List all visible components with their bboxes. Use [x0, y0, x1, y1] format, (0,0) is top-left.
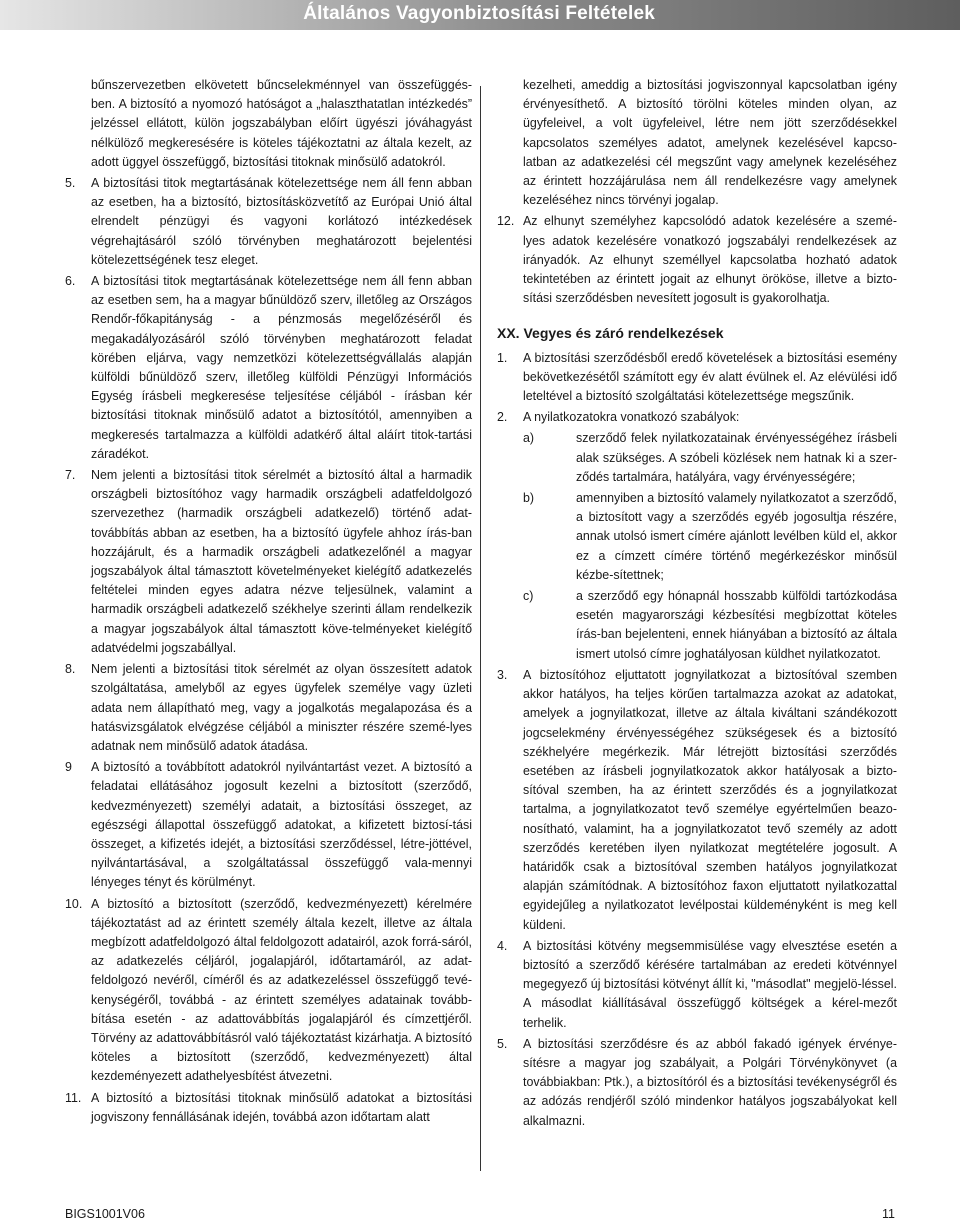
sub-item-letter: c)	[523, 589, 534, 604]
list-item	[497, 666, 897, 935]
item-number: 4.	[497, 938, 508, 953]
item-number: 12.	[497, 214, 515, 229]
list-item	[65, 1089, 472, 1127]
section-heading	[497, 324, 897, 343]
paragraph-continuation: bűnszervezetben elkövetett bűncselekménnyel van összefüggés-ben. A biztosító a nyomozó hatóságot a „halaszthatatlan intézkedés” jelzéssel ellátott, külön jogszabályban előírt ügyészi jóváhagyást nélkülöző megkeresésére is köteles tájékoztatni az általa kezelt, az adott üggyel összefüggő, biztosítási titoknak minősülő adatokról.	[91, 78, 472, 169]
list-item	[497, 349, 897, 407]
item-text: A nyilatkozatokra vonatkozó szabályok:	[523, 410, 740, 425]
document-title: Általános Vagyonbiztosítási Feltételek	[303, 3, 655, 24]
paragraph-continuation: kezelheti, ameddig a biztosítási jogviszonnyal kapcsolatban igény érvényesíthető. A biztosító törölni köteles minden olyan, az ügyfeleivel, a volt ügyfeleivel, létre nem jött szerződésekkel kapcsolatos személyes adatot, amelynek kezelésével kapcso-latban az adatkezelési cél megszűnt vagy amelynek kezeléséhez az érintett hozzájárulása nem áll rendelkezésre vagy amelynek kezeléséhez nincs törvényi jogalap.	[523, 78, 897, 208]
sub-item-letter: b)	[523, 491, 535, 506]
item-number: 10.	[65, 896, 83, 911]
item-text: A biztosító a továbbított adatokról nyilvántartást vezet. A biztosító a feladatai ellátásához jogosult kezelni a biztosított (szerződő, kedvezményezett) személyi adatait, a biztosítási összeget, az egészségi állapottal összefüggő adatokat, a kifizetett biztosí-tási összeget, a kifizetés idejét, a biztosítási szerződéssel, létre-jöttével, nyilvántartásával, a szolgáltatással összefüggő vala-mennyi lényeges tényt és körülményt.	[91, 760, 472, 890]
item-text: Az elhunyt személyhez kapcsolódó adatok kezelésére a szemé-lyes adatok kezelésére vonatkozó jogszabályi rendelkezések az irányadók. Az elhunyt személlyel kapcsolatba hozható adatok tekintetében az érintett jogait az elhunyt örököse, illetve a bizto-sítási szerződésben nevesített jogosult is gyakorolhatja.	[523, 214, 897, 306]
item-number: 5.	[497, 1036, 508, 1051]
sub-item-text: szerződő felek nyilatkozatainak érvényességéhez írásbeli alak szükséges. A szóbeli közlések nem hatnak ki a szer-ződés tartalmára, hatályára, vagy érvényességére;	[576, 431, 897, 484]
item-number: 3.	[497, 667, 508, 682]
column-divider	[480, 86, 481, 1171]
item-text: Nem jelenti a biztosítási titok sérelmét a biztosító által a harmadik országbeli biztosítóhoz vagy harmadik országbeli adatfeldolgozó szervezethez (harmadik országbeli adatkezelő) történő adat-továbbítás abban az esetben, ha a biztosító ügyfele ahhoz írás-ban hozzájárult, és a harmadik országbeli adatkezelőnél a magyar jogszabályok által támasztott követelményeket kielégítő adatkezelés feltételei minden egyes adatra nézve teljesülnek, valamint a harmadik országbeli adatkezelő székhelye szerinti állam rendelkezik a magyar jogszabályok által támasztott köve-telményeket kielégítő adatvédelmi jogszabállyal.	[91, 468, 472, 655]
item-number: 7.	[65, 468, 76, 483]
page-number: 11	[882, 1207, 895, 1221]
sub-item	[523, 429, 897, 487]
sub-item-letter: a)	[523, 431, 535, 446]
sub-item	[523, 489, 897, 585]
sub-item	[523, 587, 897, 664]
item-text: A biztosítási szerződésre és az abból fakadó igények érvénye-sítésre a magyar jog szabályait, a Polgári Törvénykönyvet (a továbbiakban: Ptk.), a biztosítóról és a biztosítási tevékenységről és az adózás rendjéről szóló mindenkor hatályos jogszabályokat kell alkalmazni.	[523, 1036, 897, 1128]
section-number: XX.	[497, 325, 520, 342]
list-item	[65, 660, 472, 756]
header-bar	[0, 0, 960, 30]
item-number: 8.	[65, 662, 76, 677]
item-number: 9	[65, 760, 72, 775]
item-text: A biztosítási titok megtartásának kötelezettsége nem áll fenn abban az esetben sem, ha a magyar bűnüldöző szerv, illetőleg az Országos Rendőr-főkapitányság - a pénzmosás megelőzéséről és megakadályozásáról szóló törvényben meghatározott feladat körében eljárva, vagy nemzetközi kötelezettségvállalás alapján külföldi bűnüldöző szerv, illetőleg külföldi Pénzügyi Információs Egység írásbeli megkeresése teljesítése céljából - írásban kér biztosítási titoknak minősülő adatot a biztosítótól, amennyiben a megkeresés tartalmazza a külföldi adatkérő által aláírt titok-tartási záradékot.	[91, 274, 472, 461]
section-title: Vegyes és záró rendelkezések	[523, 325, 724, 342]
list-item	[497, 212, 897, 308]
right-column	[497, 76, 897, 1133]
list-item	[65, 466, 472, 658]
list-item	[497, 937, 897, 1033]
item-text: A biztosító a biztosított (szerződő, kedvezményezett) kérelmére tájékoztatást ad az érintett személy általa kezelt, illetve az általa megbízott adatfeldolgozó által feldolgozott adatairól, azok forrá-sáról, az adatkezelés céljáról, jogalapjáról, időtartamáról, az adat-feldolgozó nevéről, címéről és az adatkezeléssel összefüggő tevé-kenységéről, továbbá - az érintett személyes adatainak tovább-bítása esetén - az adattovábbítás jogalapjáról és címzettjéről. Törvény az adattovábbításról való tájékoztatást kizárhatja. A biztosító köteles a biztosított (szerződő, kedvezményezett) által kezdeményezett adathelyesbítést átvezetni.	[91, 896, 472, 1084]
item-text: A biztosítási kötvény megsemmisülése vagy elvesztése esetén a biztosító a szerződő kérésére tartalmában az eredeti kötvénnyel megegyező új biztosítási kötvényt állít ki, "másodlat" megjelö-léssel. A másodlat kiállításával összefüggő költségek a kérel-mezőt terhelik.	[523, 938, 897, 1030]
list-item	[65, 895, 472, 1087]
item-text: Nem jelenti a biztosítási titok sérelmét az olyan összesített adatok szolgáltatása, amelyből az egyes ügyfelek személye vagy üzleti adata nem állapítható meg, vagy a jogalkotás megalapozása és a hatásvizsgálatok elvégzése céljából a miniszter részére szemé-lyes adatnak nem minősülő adatok átadása.	[91, 662, 472, 753]
list-item	[65, 272, 472, 464]
list-item	[65, 758, 472, 892]
left-column	[65, 76, 472, 1129]
item-number: 5.	[65, 176, 76, 191]
list-item	[65, 174, 472, 270]
item-text: A biztosítóhoz eljuttatott jognyilatkozat a biztosítóval szemben akkor hatályos, ha teljes körűen tartalmazza azokat az adatokat, amelyek a jognyilatkozat, illetve az általa kiváltani szándékozott jogcselekmény érvényességéhez szükségesek és a biztosító székhelyére megérkezik. Már létrejött biztosítási szerződés esetében az írásbeli jognyilatkozatok akkor hatályosak a bizto-sítóval szemben, ha az érintett szerződés és a jognyilatkozat tartalma, a jognyilatkozatot tevő személye egyértelműen beazo-nosítható, valamint, ha a jognyilatkozatot tevő személy az adott szerződés keretében ilyen nyilatkozat megtételére jogosult. A határidők csak a biztosítóval szemben hatályos jognyilatkozat alapján számítódnak. A biztosítóhoz faxon eljuttatott nyilatkozattal egyidejűleg a nyilatkozatot levélpostai küldeményként is meg kell küldeni.	[523, 667, 897, 932]
sub-item-text: a szerződő egy hónapnál hosszabb külföldi tartózkodása esetén magyarországi kézbesítési megbízottat köteles írás-ban bejelenteni, ennek hiányában a biztosító az általa ismert utolsó címre joghatályosan küldhet nyilatkozatot.	[576, 589, 897, 661]
item-number: 1.	[497, 350, 508, 365]
list-item	[497, 1035, 897, 1131]
item-text: A biztosítási titok megtartásának kötelezettsége nem áll fenn abban az esetben, ha a biztosító, biztosításközvetítő az Európai Unió által elrendelt pénzügyi és vagyoni korlátozó intézkedések végrehajtásáról szóló törvényben meghatározott bejelentési kötelezettségének tesz eleget.	[91, 176, 472, 267]
list-item	[497, 408, 897, 664]
document-code: BIGS1001V06	[65, 1207, 145, 1221]
item-text: A biztosítási szerződésből eredő követelések a biztosítási esemény bekövetkezésétől számított egy év alatt évülnek el. Az elévülési idő leteltével a biztosító szolgáltatási kötelezettsége megszűnik.	[523, 350, 897, 404]
item-text: A biztosító a biztosítási titoknak minősülő adatokat a biztosítási jogviszony fennállásának idején, továbbá azon időtartam alatt	[91, 1090, 472, 1124]
item-number: 6.	[65, 274, 76, 289]
item-number: 11.	[65, 1090, 82, 1105]
sub-item-text: amennyiben a biztosító valamely nyilatkozatot a szerződő, a biztosított vagy a szerződés egyéb jogosultja részére, annak utolsó ismert címére ajánlott levélben küld el, akkor ez a címzett címére történő megérkezéskor minősül kézbe-sítettnek;	[576, 491, 897, 582]
item-number: 2.	[497, 410, 508, 425]
